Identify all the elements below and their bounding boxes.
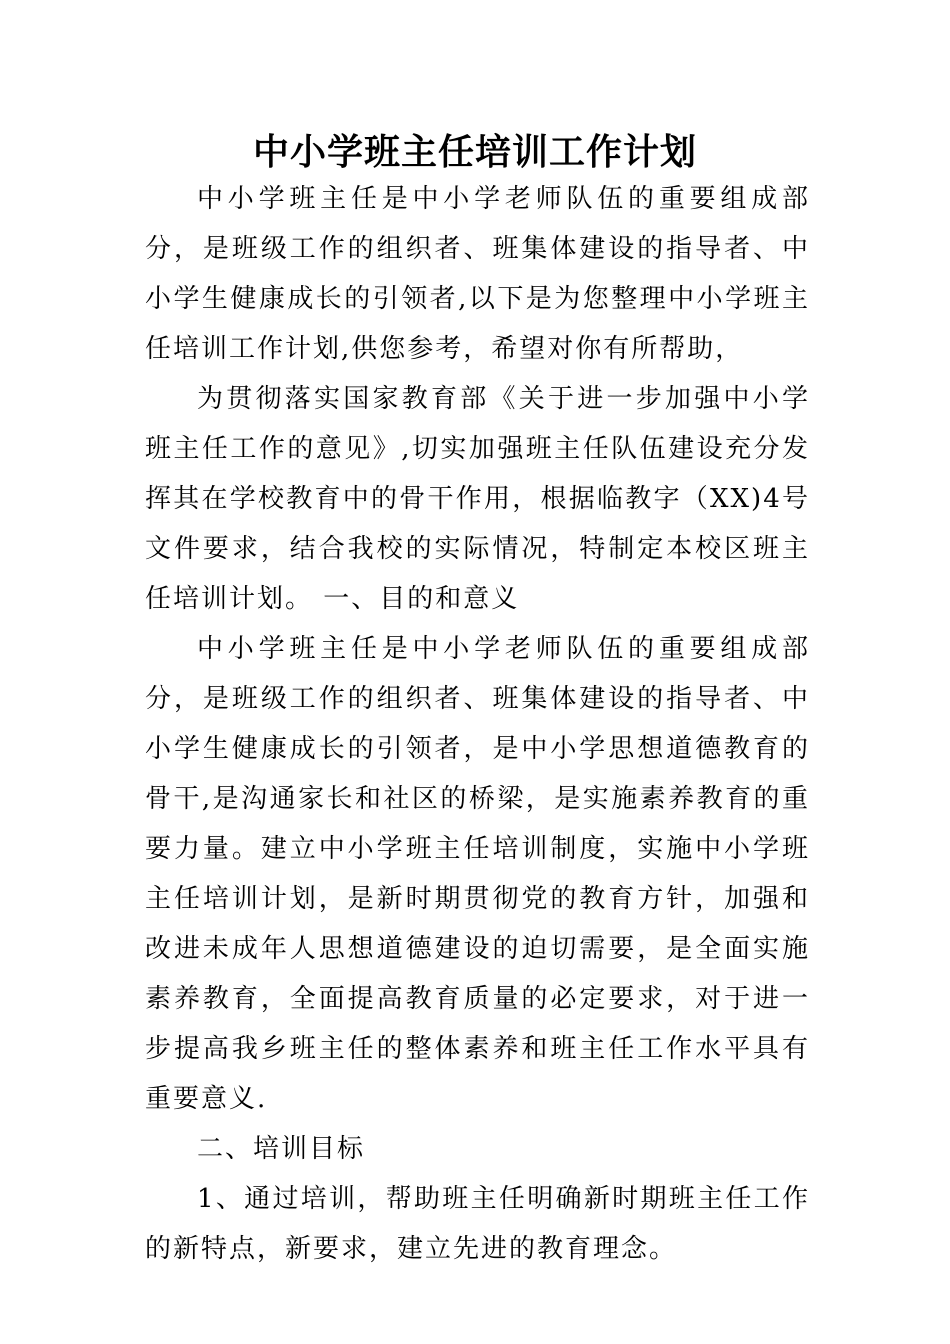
paragraph-significance: 中小学班主任是中小学老师队伍的重要组成部分，是班级工作的组织者、班集体建设的指导者、中小学生健康成长的引领者，是中小学思想道德教育的骨干,是沟通家长和社区的桥梁，是实施素养教育的重要力量。建立中小学班主任培训制度，实施中小学班主任培训计划，是新时期贯彻党的教育方针，加强和改进未成年人思想道德建设的迫切需要，是全面实施素养教育，全面提高教育质量的必定要求，对于进一步提高我乡班主任的整体素养和班主任工作水平具有重要意义.: [145, 634, 810, 1114]
document-body: [145, 174, 810, 1274]
paragraph-goal-1: 1、通过培训，帮助班主任明确新时期班主任工作的新特点，新要求，建立先进的教育理念。: [145, 1184, 810, 1264]
paragraph-intro: 中小学班主任是中小学老师队伍的重要组成部分，是班级工作的组织者、班集体建设的指导者、中小学生健康成长的引领者,以下是为您整理中小学班主任培训工作计划,供您参考，希望对你有所帮助，: [145, 184, 810, 364]
document-title: 中小学班主任培训工作计划: [252, 131, 697, 173]
paragraph-purpose: 为贯彻落实国家教育部《关于进一步加强中小学班主任工作的意见》,切实加强班主任队伍建设充分发挥其在学校教育中的骨干作用，根据临教字（XX)4号文件要求，结合我校的实际情况，特制定本校区班主任培训计划。 一、目的和意义: [145, 384, 810, 614]
section-heading-training-goals: 二、培训目标: [197, 1134, 366, 1164]
